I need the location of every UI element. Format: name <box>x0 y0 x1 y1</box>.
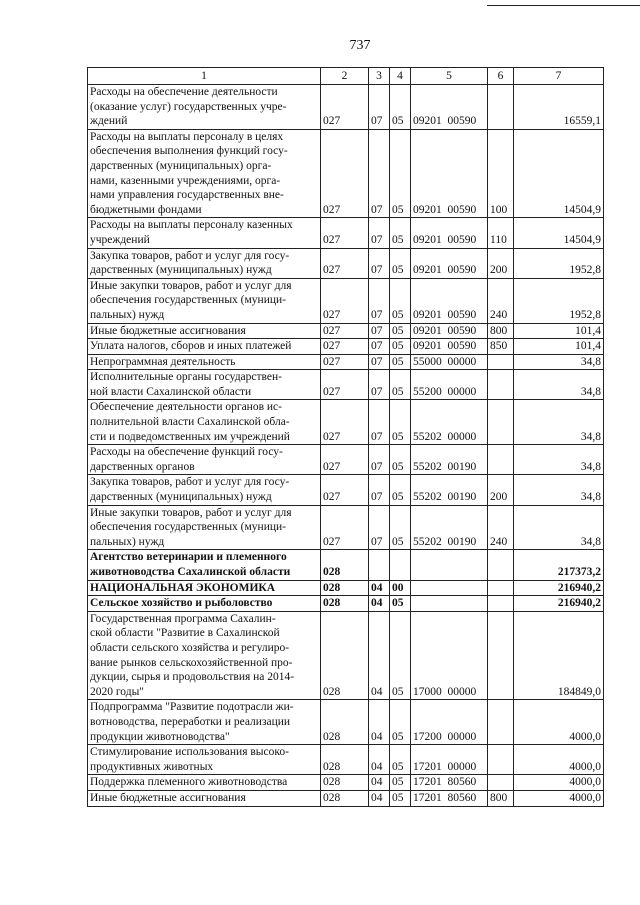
table-row <box>88 323 604 339</box>
row-amount: 4000,0 <box>514 775 604 791</box>
row-amount: 216940,2 <box>514 580 604 596</box>
row-expense-type-code <box>488 400 514 445</box>
row-section-code: 04 <box>369 611 390 700</box>
row-description: Сельское хозяйство и рыболовство <box>88 596 321 612</box>
row-description: Государственная программа Сахалин- ской области "Развитие в Сахалинской области сельского хозяйства и регулиро- вание рынков сельскохозяйственной про- дукции, сырья и продовольствия на 2014- 2020 годы" <box>88 611 321 700</box>
row-description: НАЦИОНАЛЬНАЯ ЭКОНОМИКА <box>88 580 321 596</box>
row-ministry-code: 027 <box>321 339 369 355</box>
row-amount: 14504,9 <box>514 218 604 248</box>
row-ministry-code: 027 <box>321 248 369 278</box>
row-ministry-code: 028 <box>321 700 369 745</box>
row-target-article-code: 09201 00590 <box>411 129 488 218</box>
table-row <box>88 505 604 550</box>
row-expense-type-code <box>488 596 514 612</box>
row-ministry-code: 027 <box>321 445 369 475</box>
row-subsection-code: 05 <box>390 745 411 775</box>
row-subsection-code: 05 <box>390 400 411 445</box>
row-amount: 16559,1 <box>514 85 604 130</box>
row-amount: 1952,8 <box>514 248 604 278</box>
table-row <box>88 445 604 475</box>
top-rule <box>487 5 640 6</box>
row-amount: 34,8 <box>514 400 604 445</box>
row-section-code: 04 <box>369 790 390 806</box>
header-cell: 2 <box>321 68 369 85</box>
row-expense-type-code <box>488 580 514 596</box>
row-subsection-code: 05 <box>390 505 411 550</box>
row-target-article-code: 55202 00190 <box>411 505 488 550</box>
table-row <box>88 596 604 612</box>
row-amount: 34,8 <box>514 354 604 370</box>
header-cell: 5 <box>411 68 488 85</box>
row-subsection-code: 05 <box>390 248 411 278</box>
row-target-article-code: 55200 00000 <box>411 370 488 400</box>
table-row <box>88 745 604 775</box>
row-section-code: 07 <box>369 400 390 445</box>
row-expense-type-code: 240 <box>488 278 514 323</box>
row-expense-type-code: 200 <box>488 248 514 278</box>
row-amount: 4000,0 <box>514 790 604 806</box>
header-cell: 3 <box>369 68 390 85</box>
row-subsection-code: 05 <box>390 596 411 612</box>
row-description: Агентство ветеринарии и племенного животноводства Сахалинской области <box>88 550 321 580</box>
row-section-code: 04 <box>369 700 390 745</box>
row-subsection-code: 05 <box>390 775 411 791</box>
row-ministry-code: 027 <box>321 400 369 445</box>
row-description: Расходы на выплаты персоналу в целях обеспечения выполнения функций госу- дарственных (муниципальных) орга- нами, казенными учреждениями, орга- нами управления государственных вне- бюджетными фондами <box>88 129 321 218</box>
table-row <box>88 475 604 505</box>
row-amount: 34,8 <box>514 445 604 475</box>
row-amount: 34,8 <box>514 475 604 505</box>
header-cell: 7 <box>514 68 604 85</box>
row-description: Обеспечение деятельности органов ис- полнительной власти Сахалинской обла- сти и подведомственных им учреждений <box>88 400 321 445</box>
row-expense-type-code: 110 <box>488 218 514 248</box>
row-ministry-code: 027 <box>321 475 369 505</box>
header-cell: 4 <box>390 68 411 85</box>
row-amount: 34,8 <box>514 370 604 400</box>
row-description: Расходы на выплаты персоналу казенных учреждений <box>88 218 321 248</box>
row-amount: 101,4 <box>514 339 604 355</box>
row-section-code: 07 <box>369 248 390 278</box>
row-target-article-code: 17000 00000 <box>411 611 488 700</box>
table-row <box>88 85 604 130</box>
row-amount: 217373,2 <box>514 550 604 580</box>
row-description: Иные бюджетные ассигнования <box>88 323 321 339</box>
row-section-code <box>369 550 390 580</box>
row-section-code: 04 <box>369 580 390 596</box>
row-target-article-code: 17200 00000 <box>411 700 488 745</box>
row-expense-type-code: 200 <box>488 475 514 505</box>
table-row <box>88 354 604 370</box>
table-row <box>88 700 604 745</box>
row-description: Исполнительные органы государствен- ной власти Сахалинской области <box>88 370 321 400</box>
row-ministry-code: 028 <box>321 790 369 806</box>
row-subsection-code: 05 <box>390 339 411 355</box>
row-section-code: 07 <box>369 278 390 323</box>
row-expense-type-code <box>488 700 514 745</box>
table-row <box>88 580 604 596</box>
row-expense-type-code: 800 <box>488 323 514 339</box>
row-amount: 184849,0 <box>514 611 604 700</box>
row-description: Иные закупки товаров, работ и услуг для обеспечения государственных (муници- пальных) нужд <box>88 505 321 550</box>
row-expense-type-code: 850 <box>488 339 514 355</box>
row-section-code: 07 <box>369 85 390 130</box>
row-description: Расходы на обеспечение деятельности (оказание услуг) государственных учре- ждений <box>88 85 321 130</box>
row-expense-type-code <box>488 370 514 400</box>
budget-table <box>87 67 604 807</box>
row-amount: 4000,0 <box>514 745 604 775</box>
row-description: Иные закупки товаров, работ и услуг для обеспечения государственных (муници- пальных) нужд <box>88 278 321 323</box>
row-target-article-code <box>411 550 488 580</box>
row-expense-type-code: 100 <box>488 129 514 218</box>
row-description: Уплата налогов, сборов и иных платежей <box>88 339 321 355</box>
row-description: Закупка товаров, работ и услуг для госу- дарственных (муниципальных) нужд <box>88 248 321 278</box>
table-row <box>88 775 604 791</box>
row-subsection-code: 05 <box>390 218 411 248</box>
row-subsection-code: 05 <box>390 790 411 806</box>
row-expense-type-code <box>488 550 514 580</box>
row-subsection-code: 05 <box>390 354 411 370</box>
row-target-article-code: 17201 80560 <box>411 775 488 791</box>
row-section-code: 07 <box>369 370 390 400</box>
row-amount: 14504,9 <box>514 129 604 218</box>
row-section-code: 04 <box>369 745 390 775</box>
row-ministry-code: 027 <box>321 323 369 339</box>
row-amount: 101,4 <box>514 323 604 339</box>
row-expense-type-code <box>488 745 514 775</box>
header-cell: 1 <box>88 68 321 85</box>
row-amount: 34,8 <box>514 505 604 550</box>
row-description: Стимулирование использования высоко- продуктивных животных <box>88 745 321 775</box>
header-cell: 6 <box>488 68 514 85</box>
table-row <box>88 611 604 700</box>
row-description: Поддержка племенного животноводства <box>88 775 321 791</box>
table-row <box>88 790 604 806</box>
table-row <box>88 278 604 323</box>
row-subsection-code: 05 <box>390 700 411 745</box>
row-ministry-code: 028 <box>321 596 369 612</box>
row-target-article-code: 09201 00590 <box>411 339 488 355</box>
row-ministry-code: 027 <box>321 370 369 400</box>
row-target-article-code <box>411 596 488 612</box>
row-ministry-code: 028 <box>321 580 369 596</box>
row-expense-type-code: 800 <box>488 790 514 806</box>
row-amount: 4000,0 <box>514 700 604 745</box>
row-ministry-code: 027 <box>321 85 369 130</box>
row-subsection-code: 05 <box>390 129 411 218</box>
row-ministry-code: 027 <box>321 505 369 550</box>
table-row <box>88 370 604 400</box>
table-header-row <box>88 68 604 85</box>
table-row <box>88 550 604 580</box>
row-expense-type-code <box>488 611 514 700</box>
row-expense-type-code <box>488 445 514 475</box>
row-target-article-code: 55202 00000 <box>411 400 488 445</box>
table-row <box>88 248 604 278</box>
row-target-article-code: 09201 00590 <box>411 85 488 130</box>
row-ministry-code: 028 <box>321 550 369 580</box>
row-subsection-code: 05 <box>390 323 411 339</box>
row-subsection-code: 05 <box>390 445 411 475</box>
row-target-article-code: 17201 00000 <box>411 745 488 775</box>
row-section-code: 04 <box>369 596 390 612</box>
row-ministry-code: 027 <box>321 129 369 218</box>
row-section-code: 07 <box>369 505 390 550</box>
row-ministry-code: 028 <box>321 775 369 791</box>
row-target-article-code <box>411 580 488 596</box>
row-target-article-code: 09201 00590 <box>411 218 488 248</box>
row-subsection-code: 05 <box>390 370 411 400</box>
row-expense-type-code: 240 <box>488 505 514 550</box>
row-target-article-code: 55202 00190 <box>411 475 488 505</box>
row-amount: 216940,2 <box>514 596 604 612</box>
row-description: Подпрограмма "Развитие подотрасли жи- вотноводства, переработки и реализации продукции животноводства" <box>88 700 321 745</box>
row-target-article-code: 55000 00000 <box>411 354 488 370</box>
row-target-article-code: 09201 00590 <box>411 248 488 278</box>
row-expense-type-code <box>488 85 514 130</box>
row-section-code: 07 <box>369 354 390 370</box>
row-subsection-code: 05 <box>390 611 411 700</box>
row-subsection-code: 00 <box>390 580 411 596</box>
row-amount: 1952,8 <box>514 278 604 323</box>
table-row <box>88 129 604 218</box>
row-expense-type-code <box>488 354 514 370</box>
row-section-code: 04 <box>369 775 390 791</box>
page-number: 737 <box>349 38 371 53</box>
row-target-article-code: 55202 00190 <box>411 445 488 475</box>
row-target-article-code: 09201 00590 <box>411 278 488 323</box>
row-section-code: 07 <box>369 445 390 475</box>
row-subsection-code: 05 <box>390 475 411 505</box>
row-ministry-code: 027 <box>321 278 369 323</box>
row-target-article-code: 09201 00590 <box>411 323 488 339</box>
row-ministry-code: 027 <box>321 218 369 248</box>
row-ministry-code: 028 <box>321 611 369 700</box>
row-subsection-code <box>390 550 411 580</box>
row-expense-type-code <box>488 775 514 791</box>
row-ministry-code: 028 <box>321 745 369 775</box>
table-row <box>88 339 604 355</box>
row-description: Закупка товаров, работ и услуг для госу- дарственных (муниципальных) нужд <box>88 475 321 505</box>
row-description: Расходы на обеспечение функций госу- дарственных органов <box>88 445 321 475</box>
row-target-article-code: 17201 80560 <box>411 790 488 806</box>
row-section-code: 07 <box>369 129 390 218</box>
row-description: Иные бюджетные ассигнования <box>88 790 321 806</box>
row-description: Непрограммная деятельность <box>88 354 321 370</box>
row-subsection-code: 05 <box>390 85 411 130</box>
table-row <box>88 400 604 445</box>
row-section-code: 07 <box>369 475 390 505</box>
row-subsection-code: 05 <box>390 278 411 323</box>
table-row <box>88 218 604 248</box>
row-section-code: 07 <box>369 218 390 248</box>
row-section-code: 07 <box>369 339 390 355</box>
row-section-code: 07 <box>369 323 390 339</box>
row-ministry-code: 027 <box>321 354 369 370</box>
